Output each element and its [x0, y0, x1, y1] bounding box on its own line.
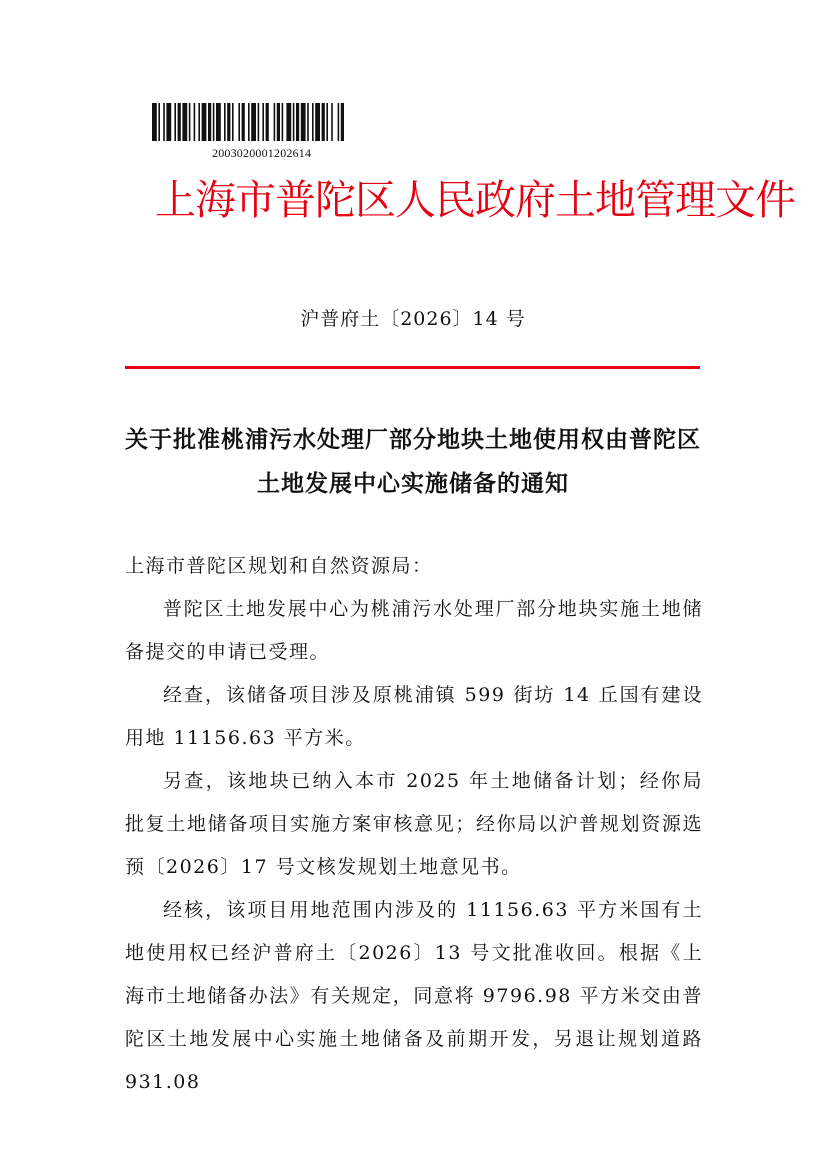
document-number: 沪普府土〔2026〕14 号 [300, 308, 526, 330]
salutation: 上海市普陀区规划和自然资源局： [125, 555, 433, 577]
barcode-image [152, 103, 412, 141]
barcode-bar [224, 103, 226, 141]
barcode-bar [258, 103, 260, 141]
barcode-bar [266, 103, 269, 141]
barcode-bar [262, 103, 264, 141]
barcode-bars [152, 103, 344, 141]
barcode-bar [296, 103, 299, 141]
body-paragraph-4: 经核，该项目用地范围内涉及的 11156.63 平方米国有土地使用权已经沪普府土〔2026〕13 号文批准收回。根据《上海市土地储备办法》有关规定，同意将 9796.98 平方米交由普陀区土地发展中心实施土地储备及前期开发，另退让规划道路 931.08 [125, 899, 703, 1093]
barcode-bar [216, 103, 221, 141]
barcode-bar [238, 103, 240, 141]
barcode-bar [312, 103, 314, 141]
barcode-bar [202, 103, 207, 141]
barcode-bar [315, 103, 320, 141]
barcode-bar [274, 103, 276, 141]
barcode-bar [248, 103, 250, 141]
barcode-bar [282, 103, 284, 141]
barcode-bar [194, 103, 196, 141]
issuing-organization-title: 上海市普陀区人民政府土地管理文件 [155, 176, 795, 224]
barcode-bar [322, 103, 325, 141]
barcode-bar [286, 103, 291, 141]
barcode-bar [338, 103, 340, 141]
document-body [125, 545, 703, 1104]
barcode-bar [251, 103, 256, 141]
barcode-bar [277, 103, 280, 141]
body-paragraph-2: 经查，该储备项目涉及原桃浦镇 599 街坊 14 丘国有建设用地 11156.63 平方米。 [125, 684, 703, 749]
barcode-bar [174, 103, 176, 141]
barcode-bar [293, 103, 295, 141]
barcode-bar [326, 103, 328, 141]
barcode-bar [232, 103, 234, 141]
barcode-number: 2003020001202614 [212, 146, 312, 160]
barcode-bar [341, 103, 344, 141]
barcode-bar [166, 103, 171, 141]
barcode-bar [242, 103, 245, 141]
barcode-bar [227, 103, 230, 141]
body-paragraph-3: 另查，该地块已纳入本市 2025 年土地储备计划；经你局批复土地储备项目实施方案审核意见；经你局以沪普规划资源选预〔2026〕17 号文核发规划土地意见书。 [125, 770, 703, 878]
barcode-bar [178, 103, 181, 141]
barcode-bar [331, 103, 333, 141]
barcode-bar [189, 103, 191, 141]
barcode-bar [208, 103, 211, 141]
barcode-bar [182, 103, 187, 141]
barcode-bar [213, 103, 215, 141]
barcode-bar [158, 103, 160, 141]
barcode-bar [307, 103, 309, 141]
barcode-bar [301, 103, 306, 141]
barcode-bar [198, 103, 200, 141]
red-divider-line [125, 366, 700, 369]
document-title: 关于批准桃浦污水处理厂部分地块土地使用权由普陀区土地发展中心实施储备的通知 [125, 427, 701, 497]
barcode-bar [152, 103, 157, 141]
barcode-bar [163, 103, 165, 141]
body-paragraph-1: 普陀区土地发展中心为桃浦污水处理厂部分地块实施土地储备提交的申请已受理。 [125, 598, 703, 663]
